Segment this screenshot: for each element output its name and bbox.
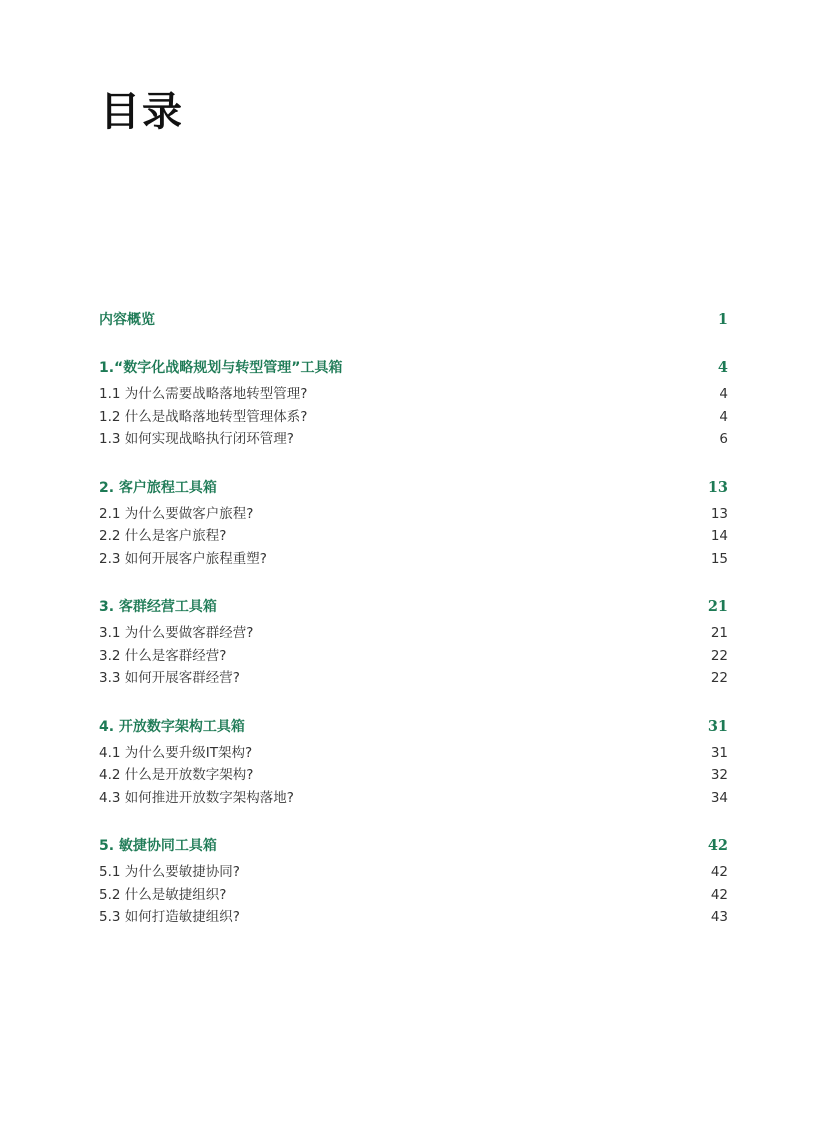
entry-page: 13 — [710, 505, 728, 522]
toc-overview-page: 1 — [717, 311, 728, 328]
entry-label: 2.3 如何开展客户旅程重塑? — [99, 550, 267, 567]
section-page: 31 — [707, 717, 728, 735]
toc-section-5 — [99, 835, 728, 929]
toc-entry[interactable] — [99, 383, 728, 406]
toc-entry[interactable] — [99, 548, 728, 571]
entry-page: 4 — [719, 408, 728, 425]
entry-label: 1.2 什么是战略落地转型管理体系? — [99, 408, 308, 425]
entry-page: 21 — [710, 625, 728, 641]
toc-entry[interactable] — [99, 764, 728, 787]
toc-section-4 — [99, 716, 728, 810]
section-page: 4 — [717, 359, 728, 376]
entry-page: 22 — [710, 670, 728, 686]
toc-overview[interactable] — [99, 309, 728, 331]
entry-label: 4.2 什么是开放数字架构? — [99, 767, 254, 783]
toc-section-heading[interactable] — [99, 596, 728, 618]
entry-label: 4.3 如何推进开放数字架构落地? — [99, 789, 294, 806]
toc-entry[interactable] — [99, 622, 728, 645]
toc-entry[interactable] — [99, 645, 728, 668]
entry-label: 2.1 为什么要做客户旅程? — [99, 505, 254, 522]
entry-page: 34 — [710, 789, 728, 806]
page-title: 目录 — [100, 88, 184, 135]
entry-page: 22 — [710, 647, 728, 664]
toc-entry[interactable] — [99, 861, 728, 884]
section-label: 4. 开放数字架构工具箱 — [99, 718, 245, 735]
entry-label: 5.3 如何打造敏捷组织? — [99, 909, 240, 925]
entry-label: 3.3 如何开展客群经营? — [99, 670, 240, 686]
entry-label: 5.1 为什么要敏捷协同? — [99, 864, 240, 880]
entry-label: 2.2 什么是客户旅程? — [99, 528, 227, 544]
entry-label: 3.2 什么是客群经营? — [99, 647, 227, 664]
toc-section-1 — [99, 357, 728, 451]
toc-entry[interactable] — [99, 742, 728, 765]
entry-page: 31 — [710, 744, 728, 761]
entry-page: 6 — [719, 431, 728, 447]
entry-label: 5.2 什么是敏捷组织? — [99, 886, 227, 903]
toc-entry[interactable] — [99, 884, 728, 907]
toc-entry[interactable] — [99, 787, 728, 810]
section-page: 42 — [707, 837, 728, 854]
section-label: 3. 客群经营工具箱 — [99, 599, 217, 615]
entry-page: 43 — [710, 909, 728, 925]
toc-section-3 — [99, 596, 728, 690]
entry-page: 15 — [710, 550, 728, 567]
section-page: 13 — [707, 478, 728, 496]
toc-section-heading[interactable] — [99, 716, 728, 738]
toc-entry[interactable] — [99, 406, 728, 429]
table-of-contents — [99, 309, 728, 929]
toc-section-2 — [99, 477, 728, 571]
toc-section-heading[interactable] — [99, 477, 728, 499]
entry-label: 1.1 为什么需要战略落地转型管理? — [99, 386, 308, 402]
entry-label: 4.1 为什么要升级IT架构? — [99, 744, 253, 761]
entry-label: 1.3 如何实现战略执行闭环管理? — [99, 431, 294, 447]
toc-entry[interactable] — [99, 667, 728, 690]
toc-section-heading[interactable] — [99, 357, 728, 379]
toc-section-heading[interactable] — [99, 835, 728, 857]
toc-overview-label: 内容概览 — [99, 312, 155, 328]
entry-label: 3.1 为什么要做客群经营? — [99, 625, 254, 641]
toc-entry[interactable] — [99, 428, 728, 451]
entry-page: 32 — [710, 767, 728, 783]
entry-page: 42 — [710, 886, 728, 903]
section-label: 2. 客户旅程工具箱 — [99, 479, 217, 496]
entry-page: 4 — [719, 386, 728, 402]
toc-entry[interactable] — [99, 503, 728, 526]
section-page: 21 — [707, 598, 728, 615]
entry-page: 14 — [710, 528, 728, 544]
toc-entry[interactable] — [99, 525, 728, 548]
entry-page: 42 — [710, 864, 728, 880]
toc-entry[interactable] — [99, 906, 728, 929]
section-label: 5. 敏捷协同工具箱 — [99, 838, 217, 854]
section-label: 1.“数字化战略规划与转型管理”工具箱 — [99, 360, 343, 376]
